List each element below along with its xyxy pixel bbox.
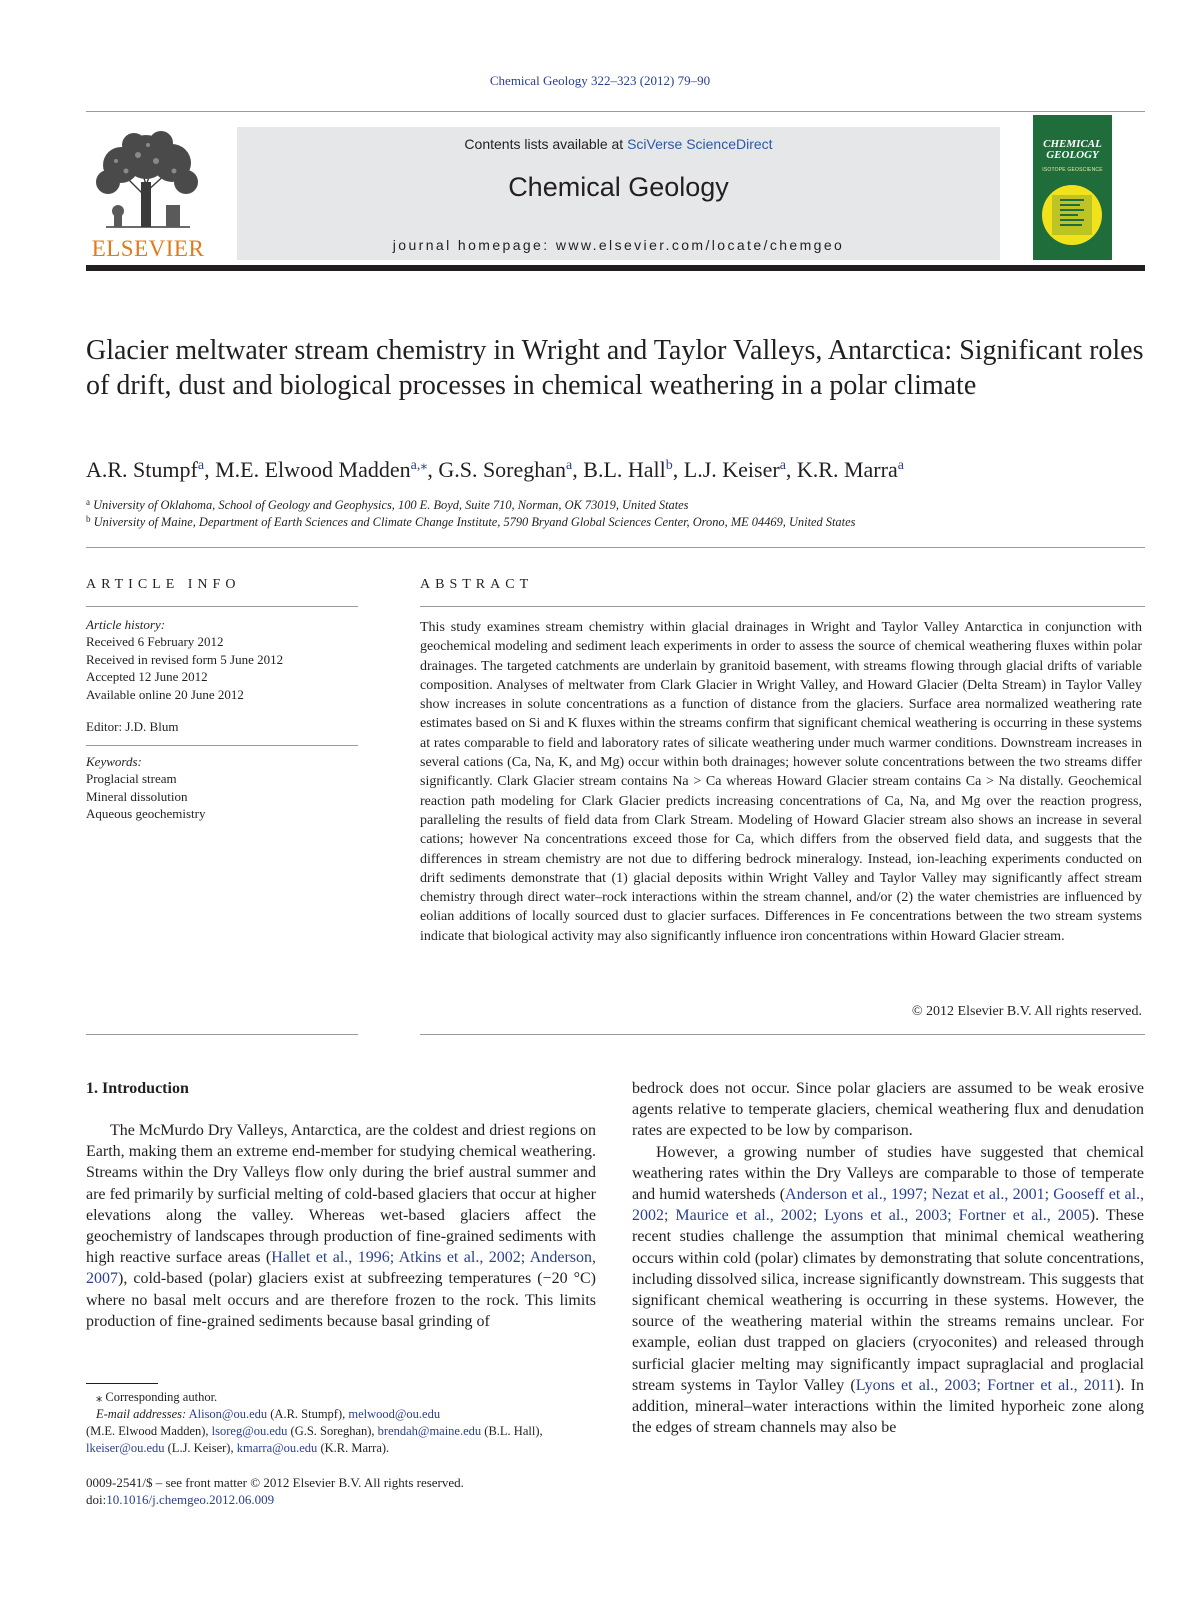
front-matter-meta xyxy=(86,1474,606,1508)
abstract-rule xyxy=(420,606,1145,607)
email-link[interactable]: lsoreg@ou.edu xyxy=(211,1424,288,1438)
author-affiliation-mark[interactable]: a xyxy=(779,458,786,473)
email-link[interactable]: Alison@ou.edu xyxy=(188,1407,268,1421)
cover-title-line1: CHEMICAL xyxy=(1043,138,1102,150)
cover-subtitle: ISOTOPE GEOSCIENCE xyxy=(1042,167,1103,173)
article-info-label: ARTICLE INFO xyxy=(86,577,241,592)
journal-citation[interactable]: Chemical Geology 322–323 (2012) 79–90 xyxy=(489,73,711,88)
footnote-rule xyxy=(86,1383,158,1384)
contents-prefix: Contents lists available at xyxy=(464,136,628,152)
corresponding-author-note: ⁎ Corresponding author. xyxy=(96,1390,218,1404)
keyword: Mineral dissolution xyxy=(86,788,188,804)
email-owner: (M.E. Elwood Madden), xyxy=(86,1424,209,1438)
email-link[interactable]: lkeiser@ou.edu xyxy=(86,1441,165,1455)
body-paragraph xyxy=(86,1120,596,1332)
author-list: A.R. Stumpf$^a$, M.E. Elwood Madden$^{a,⁎}$, G.S. Soreghan$^a$, B.L. Hall$^b$, L.J. Keiser$^a$, K.R. Marra$^a$ xyxy=(86,457,904,482)
email-owner: (K.R. Marra). xyxy=(320,1441,390,1455)
abstract-bottom-rule xyxy=(420,1034,1145,1035)
keyword: Aqueous geochemistry xyxy=(86,806,206,822)
citation-link[interactable]: Lyons et al., 2003; Fortner et al., 2011 xyxy=(855,1376,1116,1394)
journal-cover xyxy=(1033,115,1112,260)
author: A.R. Stumpf xyxy=(86,457,198,482)
email-addresses-cont xyxy=(86,1424,543,1455)
issn-line: 0009-2541/$ – see front matter © 2012 Elsevier B.V. All rights reserved. xyxy=(86,1475,464,1490)
history-item: Accepted 12 June 2012 xyxy=(86,669,208,685)
abstract-copyright: © 2012 Elsevier B.V. All rights reserved. xyxy=(911,1004,1142,1019)
body-text: ), cold-based (polar) glaciers exist at subfreezing temperatures (−20 °C) where no basal melt occurs and are therefore frozen to the rock. This limits production of fine-grained sediments because basal grinding of xyxy=(86,1270,596,1330)
author: K.R. Marra xyxy=(796,457,898,482)
journal-name: Chemical Geology xyxy=(508,172,729,202)
body-text: However, a growing number of studies have suggested that chemical weathering rates within the Dry Valleys are comparable to those of temperate and humid watersheds ( xyxy=(632,1143,1144,1204)
citation-link[interactable]: Hallet et al., 1996; Atkins et al., 2002; Anderson, 2007 xyxy=(86,1249,596,1288)
doi-line xyxy=(86,1491,606,1508)
journal-homepage[interactable]: journal homepage: www.elsevier.com/locate/chemgeo xyxy=(392,237,845,253)
keywords-rule xyxy=(86,745,358,746)
cover-title-line2: GEOLOGY xyxy=(1046,149,1099,161)
affiliation-text: University of Maine, Department of Earth Sciences and Climate Change Institute, 5790 Bryand Global Sciences Center, Orono, ME 04469, United States xyxy=(93,515,856,529)
header-top-rule xyxy=(86,111,1145,112)
body-text: ). In addition, mineral–water interactions within the limited hyporheic zone along the edges of stream channels may also be xyxy=(632,1376,1145,1437)
footnote xyxy=(86,1389,596,1457)
abstract-label: ABSTRACT xyxy=(420,577,534,592)
body-column-left xyxy=(86,1120,596,1332)
email-head: E-mail addresses: xyxy=(96,1407,187,1421)
section-heading-introduction: 1. Introduction xyxy=(86,1080,189,1097)
history-item: Received 6 February 2012 xyxy=(86,634,224,650)
keywords-block xyxy=(86,753,356,823)
editor: Editor: J.D. Blum xyxy=(86,719,179,734)
affiliation-mark: b xyxy=(86,514,91,524)
keyword: Proglacial stream xyxy=(86,771,177,787)
author: L.J. Keiser xyxy=(683,457,780,482)
doi-prefix: doi: xyxy=(86,1492,107,1507)
body-column-right xyxy=(632,1078,1144,1438)
email-link[interactable]: kmarra@ou.edu xyxy=(236,1441,318,1455)
affiliation-b xyxy=(86,511,1146,530)
tree-logo-icon xyxy=(86,127,210,232)
affiliation-mark: a xyxy=(86,497,90,507)
email-owner: (A.R. Stumpf), xyxy=(270,1407,346,1421)
email-owner: (B.L. Hall), xyxy=(484,1424,543,1438)
history-item: Received in revised form 5 June 2012 xyxy=(86,651,284,667)
affiliation-text: University of Oklahoma, School of Geology and Geophysics, 100 E. Boyd, Suite 710, Norman, OK 73019, United States xyxy=(93,498,689,512)
author-affiliation-mark[interactable]: a xyxy=(197,458,205,473)
body-paragraph xyxy=(632,1142,1144,1439)
article-info-bottom-rule xyxy=(86,1034,358,1035)
email-owner: (G.S. Soreghan), xyxy=(290,1424,375,1438)
abstract-text: This study examines stream chemistry within glacial drainages in Wright and Taylor Valley Antarctica in conjunction with geochemical modeling and sediment leach experiments in order to assess the source of chemical weathering fluxes within polar drainages. The targeted catchments are underlain by granitoid basement, with streams flowing through glacial drifts of variable composition. Analyses of meltwater from Clark Glacier in Wright Valley, and Howard Glacier (Delta Stream) in Taylor Valley show increases in solute concentrations as a function of distance from the glaciers. Surface area normalized weathering rate estimates based on Si and K fluxes within the streams confirm that significant chemical weathering is occurring in these systems at rates comparable to field and laboratory rates of silicate weathering under much warmer conditions. Downstream increases in several cations (Ca, Na, K, and Mg) occur within both drainages; however solute concentrations between the two streams differ significantly. Clark Glacier stream contains Na > Ca whereas Howard Glacier stream contains Ca > Na distally. Geochemical reaction path modeling for Clark Glacier predicts increasing concentrations of Ca, Na, and Mg over the reaction progress, paralleling the results of field data from Clark Stream. Modeling of Howard Glacier stream also shows an increase in several cations; however Na concentrations exceed those for Ca, which differs from the observed field data, and suggests that the differences in stream chemistry are not due to differing bedrock mineralogy. Instead, ion-leaching experiments conducted on drift sediments demonstrate that (1) glacial deposits within Wright Valley and Taylor Valley may significantly affect stream chemistry through direct water–rock interactions within the stream channel, and/or (2) the water chemistries are influenced by eolian additions of locally sourced dust to glacier surfaces. Differences in Fe concentrations between the two stream systems indicate that biological activity may also significantly influence iron concentrations within Howard Glacier stream. xyxy=(420,620,1142,944)
affiliation-rule xyxy=(86,547,1145,548)
keywords-head: Keywords: xyxy=(86,754,142,769)
article-history xyxy=(86,616,356,703)
publisher-name: ELSEVIER xyxy=(91,236,205,261)
contents-line xyxy=(237,136,1000,152)
author: B.L. Hall xyxy=(583,457,666,482)
doi-link[interactable]: 10.1016/j.chemgeo.2012.06.009 xyxy=(106,1492,275,1507)
body-paragraph: bedrock does not occur. Since polar glaciers are assumed to be weak erosive agents relative to temperate glaciers, chemical weathering flux and denudation rates are expected to be low by comparison. xyxy=(632,1080,1144,1140)
citation-link[interactable]: Anderson et al., 1997; Nezat et al., 2001; Gooseff et al., 2002; Maurice et al., 2002; Lyons et al., 2003; Fortner et al., 2005 xyxy=(632,1186,1145,1225)
email-link[interactable]: melwood@ou.edu xyxy=(348,1407,441,1421)
email-addresses xyxy=(86,1406,596,1423)
article-history-head: Article history: xyxy=(86,617,166,632)
author-affiliation-mark[interactable]: b xyxy=(665,458,673,473)
cover-art-icon xyxy=(1040,177,1105,255)
article-info-rule xyxy=(86,606,358,607)
author-affiliation-mark[interactable]: a,⁎ xyxy=(410,458,428,473)
email-link[interactable]: brendah@maine.edu xyxy=(377,1424,482,1438)
author-affiliation-mark[interactable]: a xyxy=(897,458,904,473)
author-affiliation-mark[interactable]: a xyxy=(566,458,573,473)
author: G.S. Soreghan xyxy=(438,457,567,482)
author: M.E. Elwood Madden xyxy=(215,457,411,482)
publisher-logo xyxy=(86,127,210,262)
history-item: Available online 20 June 2012 xyxy=(86,686,244,702)
journal-banner xyxy=(237,127,1000,260)
sciencedirect-link[interactable]: SciVerse ScienceDirect xyxy=(627,136,773,152)
article-title: Glacier meltwater stream chemistry in Wright and Taylor Valleys, Antarctica: Significant roles of drift, dust and biological processes in chemical weathering in a polar climate xyxy=(86,335,1144,401)
header-bottom-rule xyxy=(86,265,1145,271)
cover-title xyxy=(1033,139,1112,161)
body-text: The McMurdo Dry Valleys, Antarctica, are the coldest and driest regions on Earth, making them an extreme end-member for studying chemical weathering. Streams within the Dry Valleys flow only during the brief austral summer and are fed primarily by surficial melting of cold-based glaciers that occur at higher elevations along the valley. Whereas wet-based glaciers affect the geochemistry of landscapes through production of fine-grained sediments with high reactive surface areas ( xyxy=(86,1122,596,1267)
email-owner: (L.J. Keiser), xyxy=(167,1441,234,1455)
body-text: ). These recent studies challenge the assumption that minimal chemical weathering occurs within cold (polar) climates by demonstrating that solute concentrations, including dissolved silica, increase significantly downstream. This suggests that significant chemical weathering is occurring in these systems. However, the source of the weathering material within the streams remains unclear. For example, eolian dust trapped on glaciers (cryoconites) and released through surficial glacier melting may significantly impact supraglacial and proglacial stream systems in Taylor Valley ( xyxy=(632,1207,1144,1394)
